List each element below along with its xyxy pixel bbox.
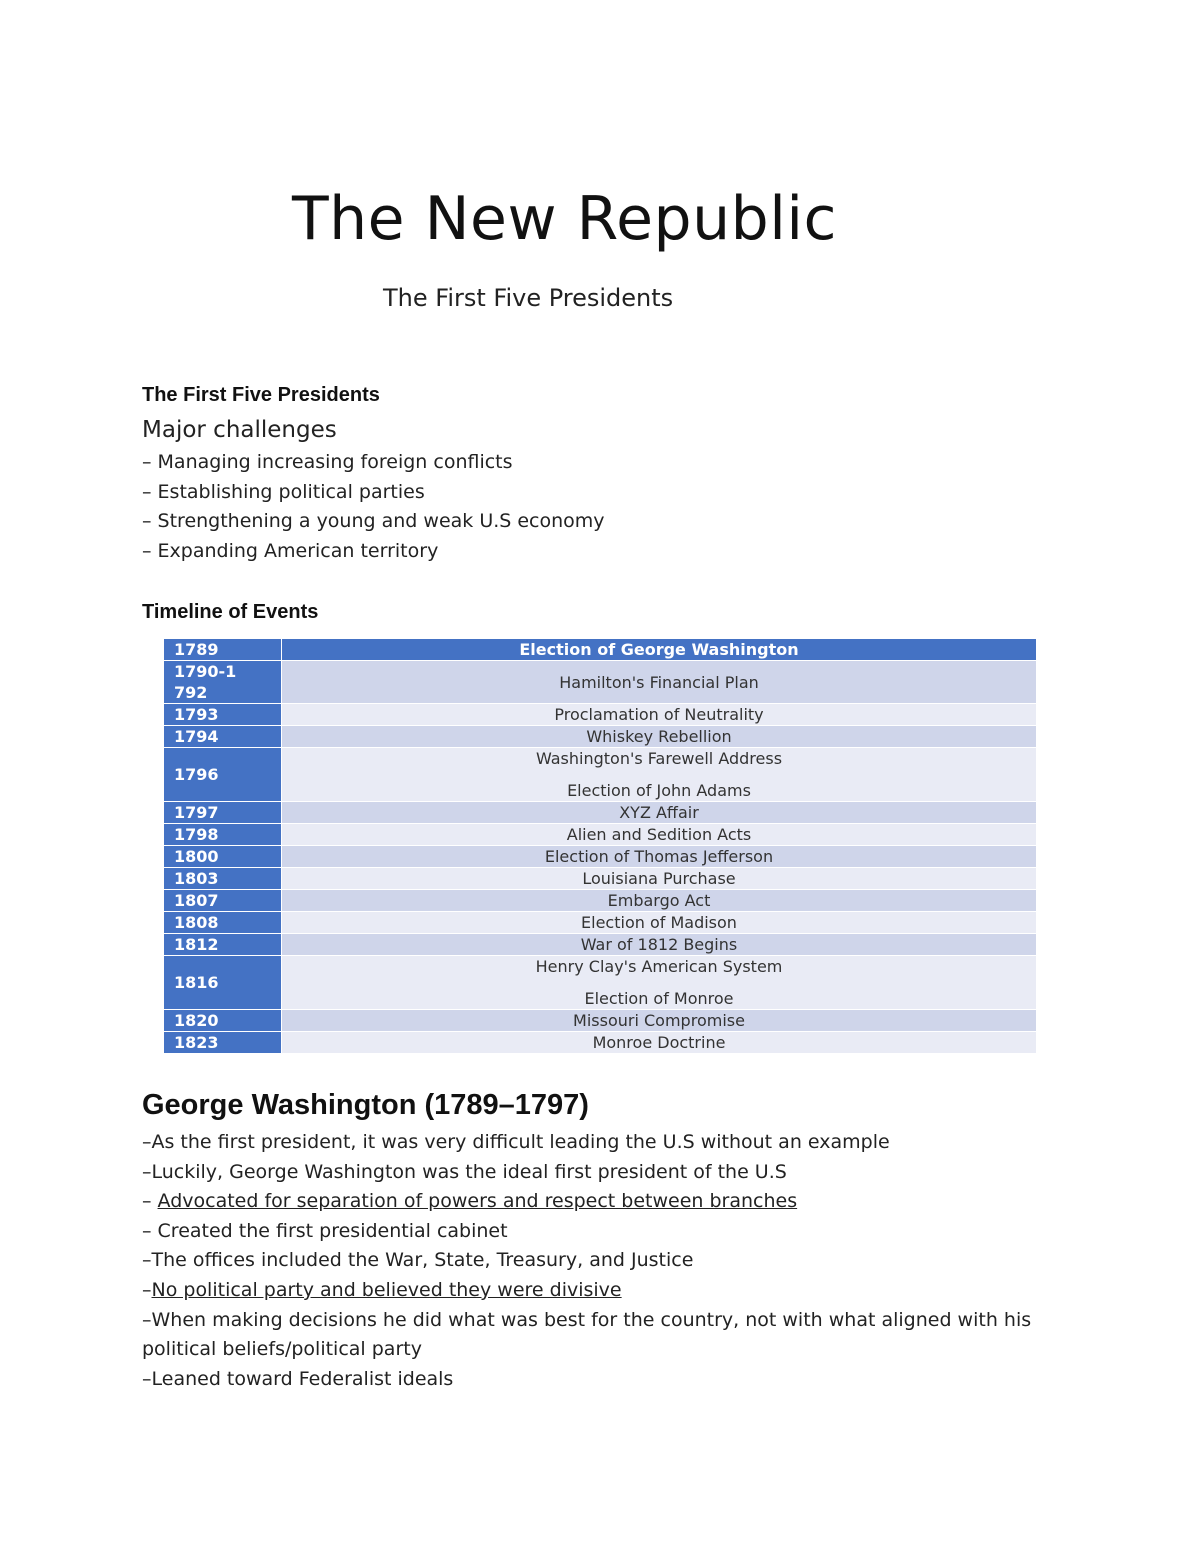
timeline-row bbox=[164, 890, 1037, 912]
event-text: Election of Monroe bbox=[584, 989, 734, 1008]
timeline-row bbox=[164, 868, 1037, 890]
timeline-event bbox=[282, 802, 1037, 824]
event-text: XYZ Affair bbox=[619, 803, 699, 822]
list-item bbox=[142, 1217, 1042, 1247]
timeline-year: 1798 bbox=[164, 824, 282, 846]
timeline-year: 1812 bbox=[164, 934, 282, 956]
timeline-year: 1794 bbox=[164, 726, 282, 748]
timeline-year: 1796 bbox=[164, 748, 282, 802]
list-item bbox=[142, 1365, 1042, 1395]
note-text: –As the first president, it was very difficult leading the U.S without an example bbox=[142, 1131, 890, 1153]
washington-notes bbox=[142, 1128, 1042, 1394]
event-text: Alien and Sedition Acts bbox=[566, 825, 752, 844]
timeline-row bbox=[164, 824, 1037, 846]
intro-heading: The First Five Presidents bbox=[142, 384, 380, 406]
timeline-event bbox=[282, 868, 1037, 890]
timeline-row bbox=[164, 1010, 1037, 1032]
list-item bbox=[142, 1187, 1042, 1217]
event-text: Hamilton's Financial Plan bbox=[559, 672, 759, 692]
timeline-year: 1803 bbox=[164, 868, 282, 890]
timeline-heading: Timeline of Events bbox=[142, 601, 319, 623]
list-item bbox=[142, 1246, 1042, 1276]
list-item bbox=[142, 1276, 1042, 1306]
note-text: –When making decisions he did what was best for the country, not with what aligned with his political beliefs/political party bbox=[142, 1308, 1032, 1361]
list-item: – Expanding American territory bbox=[142, 539, 439, 562]
challenges-list bbox=[142, 448, 605, 566]
timeline-event bbox=[282, 956, 1037, 1010]
timeline-event bbox=[282, 846, 1037, 868]
note-text: –Leaned toward Federalist ideals bbox=[142, 1367, 454, 1390]
event-text: Whiskey Rebellion bbox=[586, 727, 732, 746]
underlined-text: No political party and believed they were divisive bbox=[151, 1278, 622, 1301]
event-text: Washington's Farewell Address bbox=[535, 749, 783, 768]
timeline-event bbox=[282, 704, 1037, 726]
timeline-row bbox=[164, 748, 1037, 802]
timeline-year: 1797 bbox=[164, 802, 282, 824]
timeline-event bbox=[282, 661, 1037, 704]
timeline-event bbox=[282, 890, 1037, 912]
timeline-event bbox=[282, 824, 1037, 846]
timeline-event bbox=[282, 726, 1037, 748]
washington-heading: George Washington (1789–1797) bbox=[142, 1089, 589, 1121]
event-text: Election of Madison bbox=[581, 913, 737, 932]
list-item: – Managing increasing foreign conflicts bbox=[142, 451, 513, 473]
timeline-year: 1789 bbox=[164, 639, 282, 661]
event-text: Election of Thomas Jefferson bbox=[544, 847, 774, 866]
timeline-year: 1800 bbox=[164, 846, 282, 868]
note-text: – Created the first presidential cabinet bbox=[142, 1219, 508, 1242]
timeline-event bbox=[282, 912, 1037, 934]
timeline-row bbox=[164, 934, 1037, 956]
timeline-event bbox=[282, 1032, 1037, 1054]
event-text: Henry Clay's American System bbox=[535, 957, 783, 976]
list-item: – Establishing political parties bbox=[142, 480, 425, 503]
event-text: Election of John Adams bbox=[567, 781, 751, 800]
event-text: Louisiana Purchase bbox=[582, 869, 736, 888]
timeline-row bbox=[164, 661, 1037, 704]
timeline-row bbox=[164, 912, 1037, 934]
list-item bbox=[142, 1306, 1042, 1365]
timeline-table bbox=[163, 638, 1037, 1054]
event-text: Proclamation of Neutrality bbox=[554, 705, 764, 724]
list-item bbox=[142, 1128, 1042, 1158]
underlined-text: Advocated for separation of powers and respect between branches bbox=[157, 1190, 798, 1213]
timeline-event bbox=[282, 639, 1037, 661]
timeline-row bbox=[164, 956, 1037, 1010]
challenges-subheading: Major challenges bbox=[142, 417, 337, 443]
document-subtitle: The First Five Presidents bbox=[383, 284, 674, 312]
note-text: –The offices included the War, State, Treasury, and Justice bbox=[142, 1249, 694, 1272]
event-text: War of 1812 Begins bbox=[580, 935, 738, 954]
timeline-event bbox=[282, 1010, 1037, 1032]
list-item: – Strengthening a young and weak U.S economy bbox=[142, 510, 605, 533]
timeline-row bbox=[164, 846, 1037, 868]
timeline-row bbox=[164, 704, 1037, 726]
event-text: Embargo Act bbox=[607, 891, 711, 910]
document-title: The New Republic bbox=[292, 184, 838, 254]
timeline-year: 1808 bbox=[164, 912, 282, 934]
timeline-year: 1820 bbox=[164, 1010, 282, 1032]
event-text: Monroe Doctrine bbox=[592, 1033, 726, 1052]
note-text: –Luckily, George Washington was the ideal first president of the U.S bbox=[142, 1160, 787, 1183]
timeline-event bbox=[282, 748, 1037, 802]
timeline-year: 1793 bbox=[164, 704, 282, 726]
event-text: Missouri Compromise bbox=[573, 1011, 745, 1030]
timeline-row bbox=[164, 1032, 1037, 1054]
event-text: Election of George Washington bbox=[519, 640, 799, 659]
timeline-event bbox=[282, 934, 1037, 956]
list-item bbox=[142, 1158, 1042, 1188]
timeline-row bbox=[164, 726, 1037, 748]
timeline-year: 1816 bbox=[164, 956, 282, 1010]
bullet-prefix: – bbox=[142, 1190, 158, 1213]
bullet-prefix: – bbox=[142, 1278, 152, 1301]
timeline-year: 1790-1792 bbox=[164, 661, 282, 704]
timeline-year: 1823 bbox=[164, 1032, 282, 1054]
timeline-row bbox=[164, 802, 1037, 824]
timeline-year: 1807 bbox=[164, 890, 282, 912]
timeline-row bbox=[164, 639, 1037, 661]
